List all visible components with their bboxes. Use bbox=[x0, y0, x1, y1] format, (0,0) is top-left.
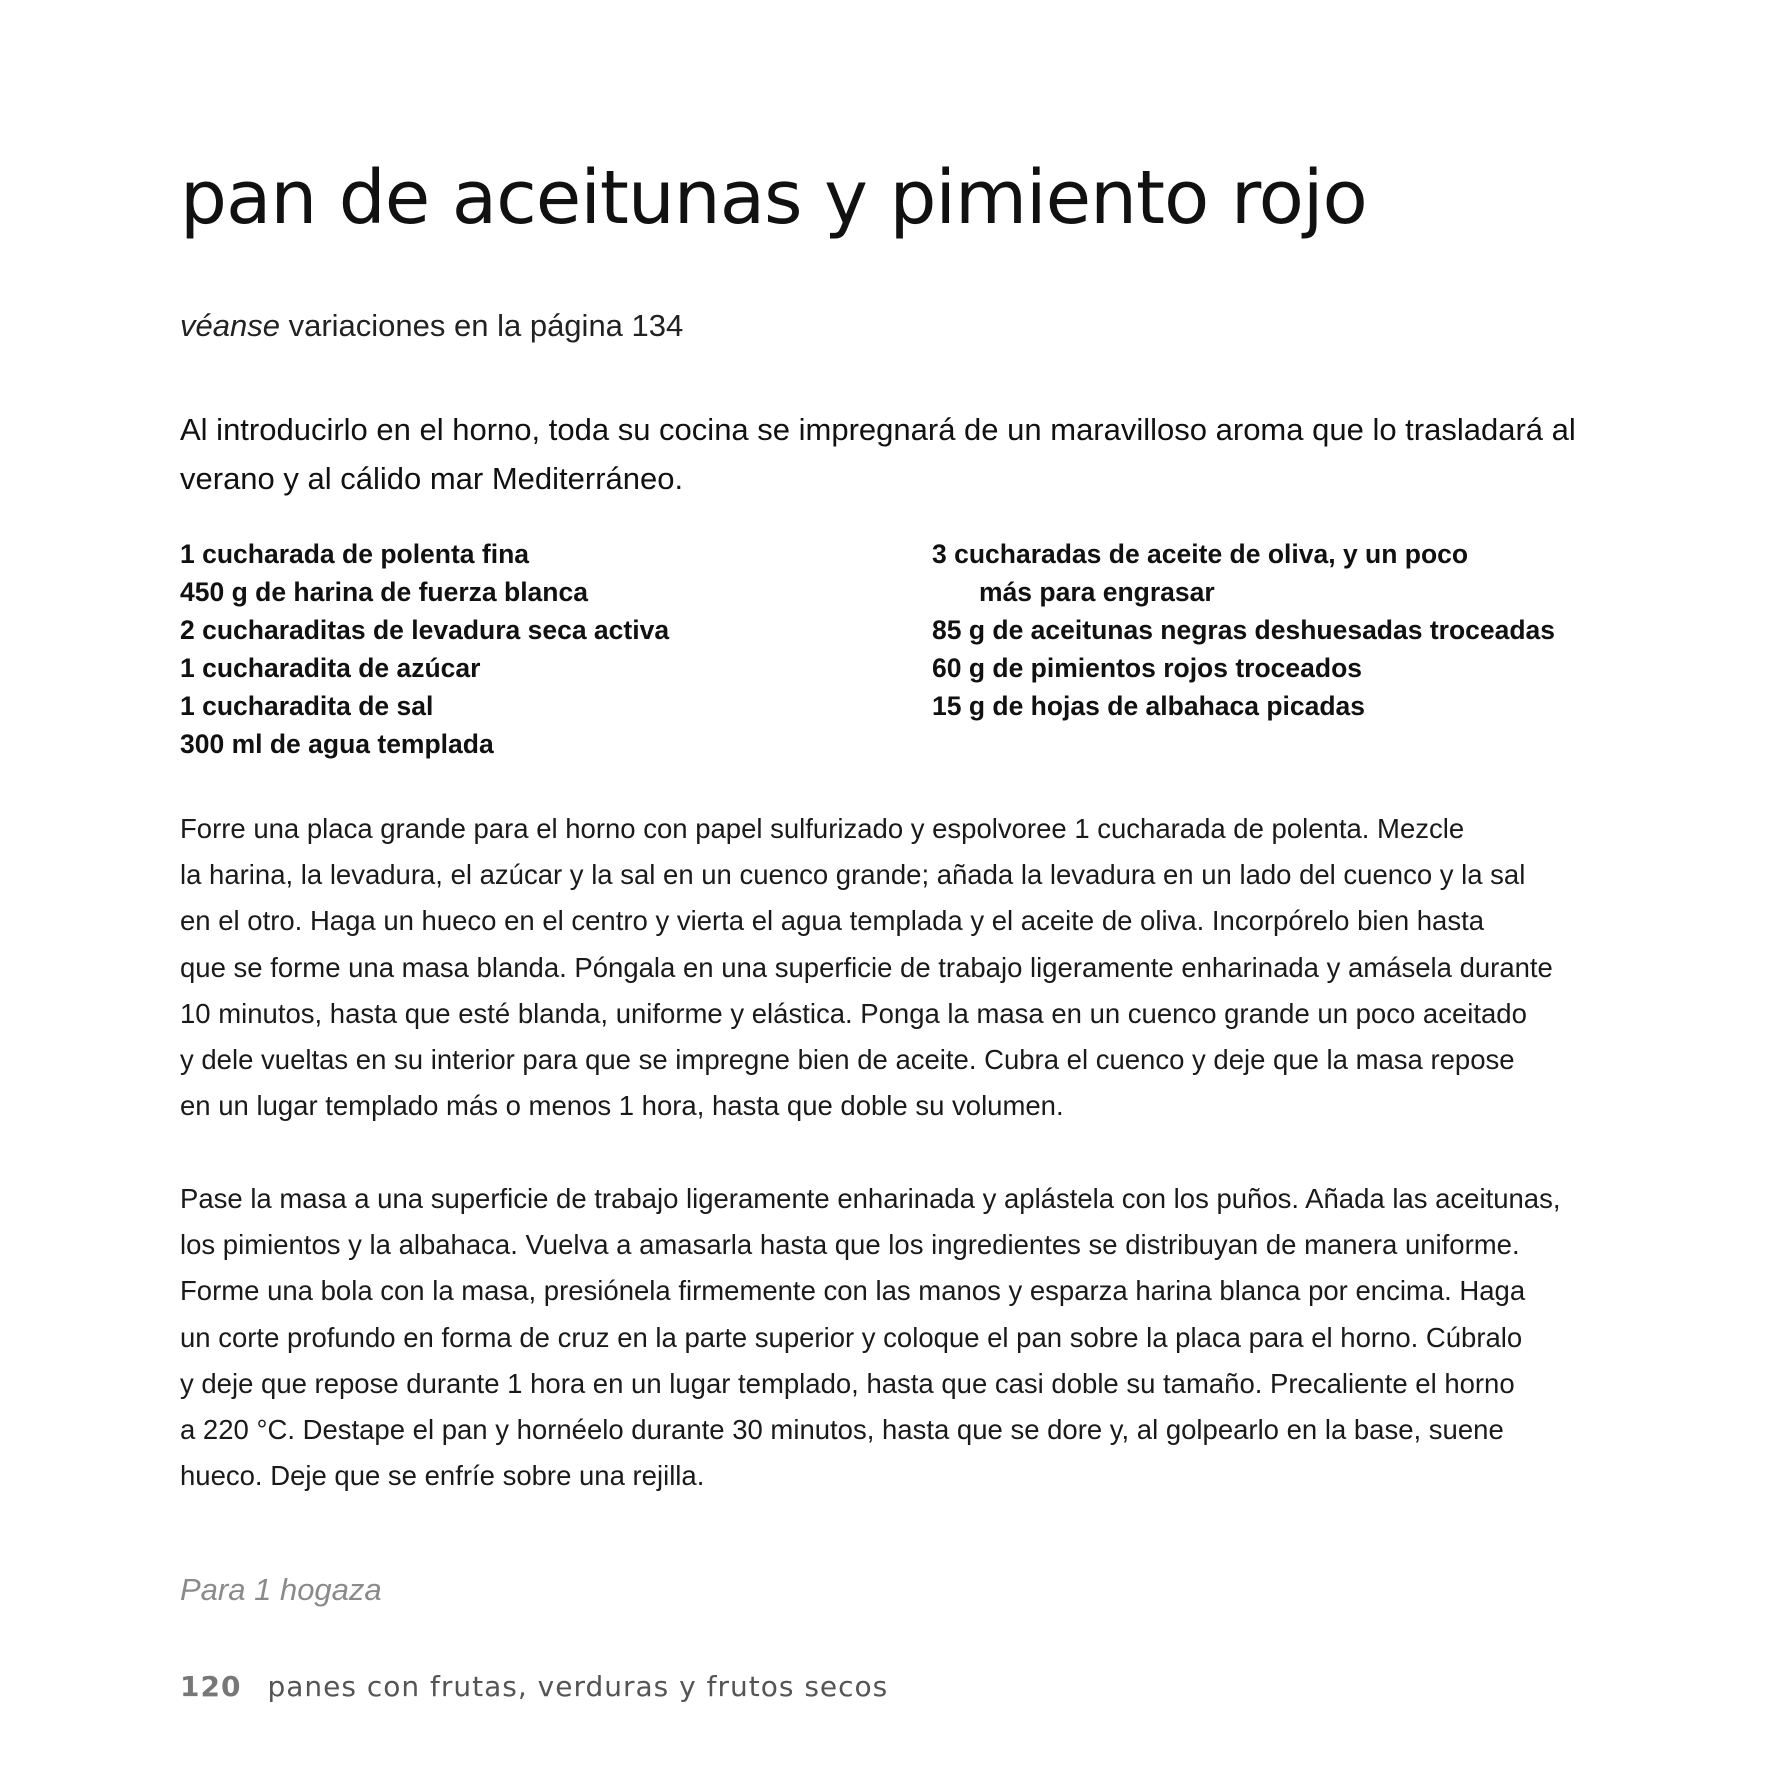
method-line: un corte profundo en forma de cruz en la parte superior y coloque el pan sobre la placa para el horno. Cúbralo bbox=[180, 1321, 1523, 1353]
ingredient-item: 60 g de pimientos rojos troceados bbox=[932, 653, 1362, 683]
section-title: panes con frutas, verduras y frutos secos bbox=[267, 1670, 889, 1703]
ingredient-item-continuation: más para engrasar bbox=[979, 577, 1215, 607]
page-number: 120 bbox=[180, 1670, 242, 1703]
method-line: 10 minutos, hasta que esté blanda, uniforme y elástica. Ponga la masa en un cuenco grande un poco aceitado bbox=[180, 997, 1527, 1029]
method-line: Pase la masa a una superficie de trabajo ligeramente enharinada y aplástela con los puños. Añada las aceitunas, bbox=[180, 1183, 1561, 1214]
ingredients-list-left bbox=[180, 535, 669, 763]
ingredient-item: 1 cucharadita de sal bbox=[180, 691, 434, 721]
variations-text: variaciones en la página 134 bbox=[279, 308, 684, 343]
method-line: y deje que repose durante 1 hora en un lugar templado, hasta que casi doble su tamaño. Precaliente el horno bbox=[180, 1367, 1515, 1399]
method-line: los pimientos y la albahaca. Vuelva a amasarla hasta que los ingredientes se distribuyan de manera uniforme. bbox=[180, 1229, 1520, 1261]
method-paragraph-2 bbox=[180, 1176, 1620, 1499]
page-footer bbox=[180, 1670, 888, 1703]
ingredient-item: 85 g de aceitunas negras deshuesadas troceadas bbox=[932, 615, 1556, 645]
method-line: Forre una placa grande para el horno con papel sulfurizado y espolvoree 1 cucharada de polenta. Mezcle bbox=[180, 813, 1465, 844]
method-line: Forme una bola con la masa, presiónela firmemente con las manos y esparza harina blanca por encima. Haga bbox=[180, 1275, 1526, 1307]
ingredient-item: 1 cucharada de polenta fina bbox=[180, 539, 530, 569]
variations-note bbox=[180, 308, 683, 344]
recipe-intro: Al introducirlo en el horno, toda su cocina se impregnará de un maravilloso aroma que lo trasladará al verano y al cálido mar Mediterráneo. bbox=[180, 412, 1576, 496]
ingredient-item: 3 cucharadas de aceite de oliva, y un poco bbox=[932, 539, 1469, 569]
variations-italic: véanse bbox=[180, 308, 280, 343]
method-line: en el otro. Haga un hueco en el centro y vierta el agua templada y el aceite de oliva. Incorpórelo bien hasta bbox=[180, 905, 1485, 937]
method-line: hueco. Deje que se enfríe sobre una rejilla. bbox=[180, 1460, 705, 1492]
method-line: y dele vueltas en su interior para que se impregne bien de aceite. Cubra el cuenco y deje que la masa repose bbox=[180, 1044, 1515, 1076]
ingredients-list-right bbox=[932, 535, 1555, 725]
method-line: que se forme una masa blanda. Póngala en una superficie de trabajo ligeramente enharinada y amásela durante bbox=[180, 951, 1553, 983]
method-line: a 220 °C. Destape el pan y hornéelo durante 30 minutos, hasta que se dore y, al golpearlo en la base, suene bbox=[180, 1414, 1504, 1446]
method-paragraph-1 bbox=[180, 806, 1620, 1129]
ingredient-item: 450 g de harina de fuerza blanca bbox=[180, 577, 588, 607]
ingredient-item: 1 cucharadita de azúcar bbox=[180, 653, 481, 683]
recipe-yield: Para 1 hogaza bbox=[180, 1572, 382, 1607]
ingredient-item: 15 g de hojas de albahaca picadas bbox=[932, 691, 1366, 721]
method-line: en un lugar templado más o menos 1 hora, hasta que doble su volumen. bbox=[180, 1090, 1064, 1122]
ingredient-item: 2 cucharaditas de levadura seca activa bbox=[180, 615, 670, 645]
method-line: la harina, la levadura, el azúcar y la sal en un cuenco grande; añada la levadura en un lado del cuenco y la sal bbox=[180, 859, 1526, 891]
ingredient-item: 300 ml de agua templada bbox=[180, 729, 494, 759]
recipe-title: pan de aceitunas y pimiento rojo bbox=[180, 155, 1367, 241]
